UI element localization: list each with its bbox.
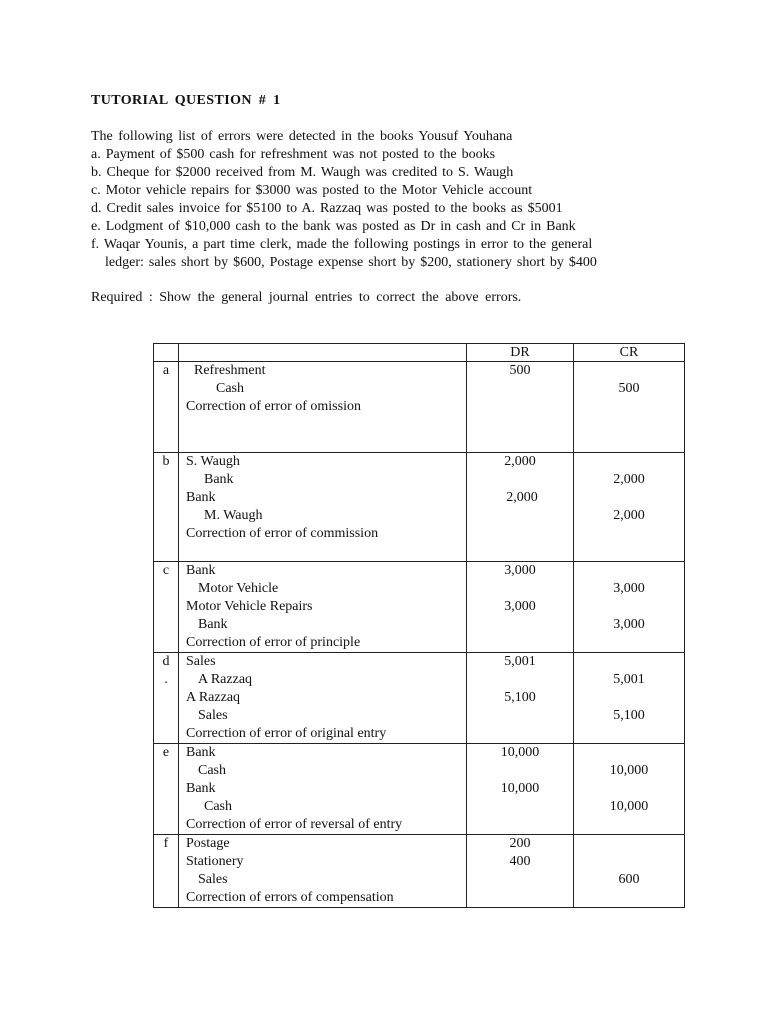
row-cr bbox=[574, 453, 685, 562]
entry-account: Sales bbox=[198, 708, 228, 723]
row-description bbox=[179, 653, 467, 744]
page-title: TUTORIAL QUESTION # 1 bbox=[91, 93, 281, 108]
dr-amount: 2,000 bbox=[504, 454, 536, 469]
row-dr bbox=[467, 362, 574, 453]
dr-amount bbox=[467, 471, 573, 489]
entry-account: S. Waugh bbox=[186, 454, 240, 469]
dr-amount: 200 bbox=[509, 836, 531, 851]
row-dr bbox=[467, 835, 574, 908]
error-item-b: b. Cheque for $2000 received from M. Waugh was credited to S. Waugh bbox=[91, 165, 514, 180]
cr-amount bbox=[574, 562, 684, 580]
cr-amount bbox=[574, 489, 684, 507]
row-description bbox=[179, 562, 467, 653]
entry-account: Stationery bbox=[186, 854, 244, 869]
row-letter: b bbox=[154, 453, 179, 562]
journal-table bbox=[153, 343, 685, 908]
row-dr bbox=[467, 653, 574, 744]
header-cr: CR bbox=[574, 344, 685, 362]
cr-amount: 10,000 bbox=[609, 763, 649, 778]
row-cr bbox=[574, 653, 685, 744]
entry-account: Bank bbox=[186, 745, 216, 760]
row-description bbox=[179, 744, 467, 835]
dr-amount bbox=[467, 380, 573, 398]
cr-amount bbox=[574, 653, 684, 671]
dr-amount bbox=[467, 671, 573, 689]
table-row bbox=[154, 453, 685, 562]
cr-amount bbox=[574, 744, 684, 762]
cr-amount bbox=[574, 853, 684, 871]
row-letter: e bbox=[154, 744, 179, 835]
error-item-a: a. Payment of $500 cash for refreshment was not posted to the books bbox=[91, 147, 496, 162]
entry-account: Bank bbox=[186, 490, 216, 505]
dr-amount: 10,000 bbox=[500, 745, 540, 760]
entry-narration: Correction of error of omission bbox=[186, 399, 361, 414]
row-cr bbox=[574, 562, 685, 653]
cr-amount: 600 bbox=[618, 872, 640, 887]
entry-account: Bank bbox=[204, 472, 234, 487]
entry-account: Bank bbox=[186, 563, 216, 578]
table-row bbox=[154, 562, 685, 653]
cr-amount bbox=[574, 835, 684, 853]
entry-account: Cash bbox=[198, 763, 226, 778]
cr-amount: 5,001 bbox=[613, 672, 645, 687]
required-instruction: Required : Show the general journal entries to correct the above errors. bbox=[91, 290, 522, 305]
entry-narration: Correction of errors of compensation bbox=[186, 890, 394, 905]
entry-blank bbox=[186, 543, 466, 561]
error-item-f-continued: ledger: sales short by $600, Postage expense short by $200, stationery short by $400 bbox=[105, 255, 597, 270]
entry-account: Cash bbox=[204, 799, 232, 814]
entry-account: Postage bbox=[186, 836, 230, 851]
error-item-d: d. Credit sales invoice for $5100 to A. Razzaq was posted to the books as $5001 bbox=[91, 201, 563, 216]
cr-amount: 3,000 bbox=[613, 617, 645, 632]
dr-amount: 400 bbox=[509, 854, 531, 869]
entry-account: A Razzaq bbox=[198, 672, 253, 687]
row-description bbox=[179, 835, 467, 908]
intro-text: The following list of errors were detected in the books Yousuf Youhana bbox=[91, 129, 513, 144]
row-letter: c bbox=[154, 562, 179, 653]
entry-blank bbox=[186, 434, 466, 452]
dr-amount bbox=[467, 762, 573, 780]
entry-account: Motor Vehicle bbox=[198, 581, 279, 596]
row-dr bbox=[467, 744, 574, 835]
dr-amount bbox=[467, 580, 573, 598]
cr-amount: 2,000 bbox=[613, 472, 645, 487]
dr-amount: 3,000 bbox=[504, 599, 536, 614]
row-dr bbox=[467, 453, 574, 562]
table-row bbox=[154, 744, 685, 835]
error-item-e: e. Lodgment of $10,000 cash to the bank was posted as Dr in cash and Cr in Bank bbox=[91, 219, 576, 234]
row-letter: d . bbox=[154, 653, 179, 744]
entry-account: Refreshment bbox=[194, 363, 266, 378]
header-description bbox=[179, 344, 467, 362]
entry-account: Sales bbox=[186, 654, 216, 669]
table-header-row bbox=[154, 344, 685, 362]
entry-account: Sales bbox=[198, 872, 228, 887]
cr-amount: 5,100 bbox=[613, 708, 645, 723]
row-cr bbox=[574, 362, 685, 453]
cr-amount bbox=[574, 598, 684, 616]
cr-amount bbox=[574, 689, 684, 707]
dr-amount: 3,000 bbox=[504, 563, 536, 578]
entry-account: Motor Vehicle Repairs bbox=[186, 599, 313, 614]
cr-amount: 2,000 bbox=[613, 508, 645, 523]
row-cr bbox=[574, 744, 685, 835]
error-list bbox=[91, 146, 597, 272]
table-row bbox=[154, 362, 685, 453]
entry-narration: Correction of error of commission bbox=[186, 526, 379, 541]
entry-account: Bank bbox=[198, 617, 228, 632]
cr-amount bbox=[574, 453, 684, 471]
entry-narration: Correction of error of reversal of entry bbox=[186, 817, 403, 832]
error-item-f: f. Waqar Younis, a part time clerk, made the following postings in error to the general bbox=[91, 237, 593, 252]
cr-amount: 10,000 bbox=[609, 799, 649, 814]
entry-narration: Correction of error of principle bbox=[186, 635, 361, 650]
row-cr bbox=[574, 835, 685, 908]
entry-blank bbox=[186, 416, 466, 434]
header-dr: DR bbox=[467, 344, 574, 362]
row-letter: f bbox=[154, 835, 179, 908]
row-description bbox=[179, 362, 467, 453]
cr-amount bbox=[574, 780, 684, 798]
header-letter bbox=[154, 344, 179, 362]
entry-account: Cash bbox=[216, 381, 244, 396]
table-row bbox=[154, 835, 685, 908]
cr-amount: 500 bbox=[618, 381, 640, 396]
row-dr bbox=[467, 562, 574, 653]
dr-amount: 500 bbox=[509, 363, 531, 378]
row-letter: a bbox=[154, 362, 179, 453]
dr-amount: 10,000 bbox=[500, 781, 540, 796]
cr-amount bbox=[574, 362, 684, 380]
table-row bbox=[154, 653, 685, 744]
dr-amount: 5,001 bbox=[504, 654, 536, 669]
entry-account: M. Waugh bbox=[204, 508, 263, 523]
error-item-c: c. Motor vehicle repairs for $3000 was posted to the Motor Vehicle account bbox=[91, 183, 533, 198]
dr-amount: 5,100 bbox=[504, 690, 536, 705]
entry-account: Bank bbox=[186, 781, 216, 796]
entry-narration: Correction of error of original entry bbox=[186, 726, 387, 741]
row-description bbox=[179, 453, 467, 562]
cr-amount: 3,000 bbox=[613, 581, 645, 596]
dr-amount: 2,000 bbox=[506, 490, 538, 505]
entry-account: A Razzaq bbox=[186, 690, 241, 705]
